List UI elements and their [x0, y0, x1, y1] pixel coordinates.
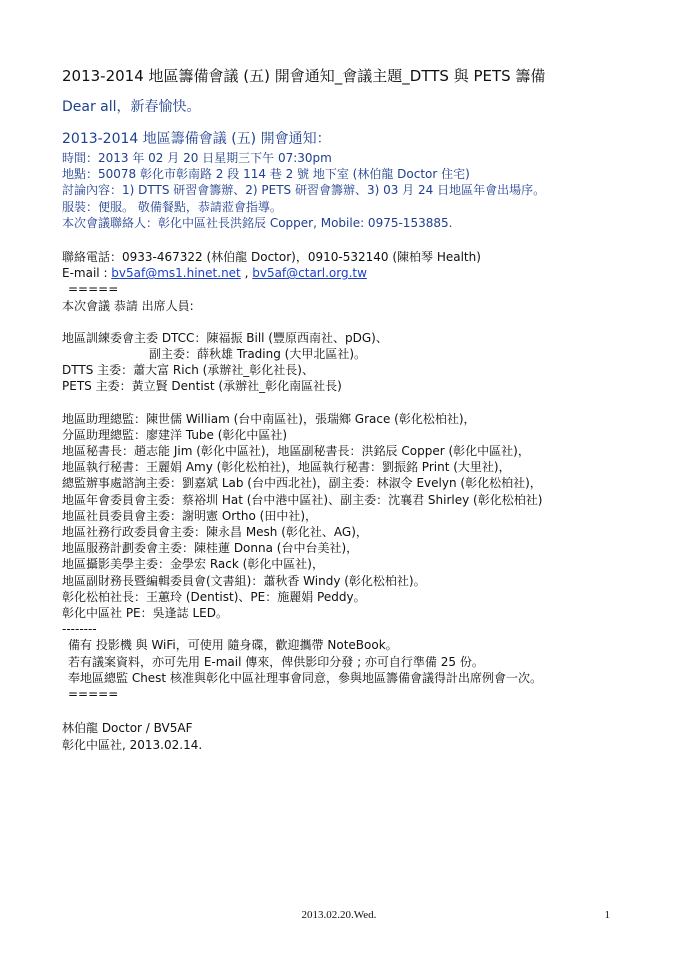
email-label: E-mail :	[62, 266, 112, 281]
officer-line: 地區服務計劃委會主委：陳桂蓮 Donna (台中台美社)，	[62, 541, 359, 556]
email-line	[62, 265, 652, 281]
separator-line: =====	[68, 282, 119, 297]
notice-heading: 2013-2014 地區籌備會議 (五) 開會通知：	[62, 131, 331, 147]
notice-agenda: 討論內容：1) DTTS 研習會籌辦、2) PETS 研習會籌辦、3) 03 月 24 日地區年會出場序。	[62, 183, 546, 198]
dash-separator: --------	[62, 622, 97, 637]
officer-line: 地區社員委員會主委：謝明憲 Ortho (田中社)，	[62, 508, 318, 523]
officer-line: 地區副財務長暨編輯委員會(文書組)：蕭秋香 Windy (彰化松柏社)。	[62, 573, 426, 588]
officer-line: 地區攝影美學主委：金學宏 Rack (彰化中區社)，	[62, 557, 324, 572]
committee-line: 副主委：薛秋雄 Trading (大甲北區社)。	[149, 347, 367, 362]
separator-line: =====	[68, 687, 119, 702]
email-link-ctarl[interactable]: bv5af@ctarl.org.tw	[252, 266, 367, 281]
note-line: 若有議案資料，亦可先用 E-mail 傳來，俾供影印分發 ; 亦可自行準備 25 份。	[68, 654, 484, 669]
page-number: 1	[604, 909, 610, 921]
signature-name: 林伯龍 Doctor / BV5AF	[62, 721, 193, 736]
notice-contact: 本次會議聯絡人：彰化中區社長洪銘辰 Copper, Mobile: 0975-153885.	[62, 215, 453, 230]
document-title: 2013-2014 地區籌備會議 (五) 開會通知_會議主題_DTTS 與 PETS 籌備	[62, 67, 546, 85]
committee-line: DTTS 主委：蕭大富 Rich (承辦社_彰化社長)、	[62, 363, 314, 378]
committee-line: 地區訓練委會主委 DTCC：陳福振 Bill (豐原西南社、pDG)、	[62, 330, 388, 345]
officer-line: 總監辦事處諮詢主委：劉嘉斌 Lab (台中西北社)，副主委：林淑令 Evelyn (彰化松柏社)，	[62, 476, 542, 491]
notice-dress: 服裝：便服。 敬備餐點，恭請蒞會指導。	[62, 199, 282, 214]
officer-line: 彰化松柏社長：王蕙玲 (Dentist)、PE：施麗娟 Peddy。	[62, 589, 366, 604]
document-body	[62, 66, 652, 753]
note-line: 奉地區總監 Chest 核准與彰化中區社理事會同意，參與地區籌備會議得計出席例會一次。	[68, 670, 542, 685]
email-separator: ,	[240, 266, 253, 281]
note-line: 備有 投影機 與 WiFi，可使用 隨身碟，歡迎攜帶 NoteBook。	[68, 638, 398, 653]
invite-line: 本次會議 恭請 出席人員:	[62, 298, 194, 313]
signature-place: 彰化中區社, 2013.02.14.	[62, 737, 203, 752]
officer-line: 地區社務行政委員會主委：陳永昌 Mesh (彰化社、AG)，	[62, 525, 368, 540]
officer-line: 分區助理總監：廖建洋 Tube (彰化中區社)	[62, 427, 288, 442]
officer-line: 地區執行秘書：王麗娟 Amy (彰化松柏社)，地區執行秘書：劉振銘 Print (大里社)，	[62, 460, 511, 475]
officer-line: 地區年會委員會主委：蔡裕圳 Hat (台中港中區社)、副主委：沈襄君 Shirley (彰化松柏社)	[62, 492, 543, 507]
officer-line: 地區助理總監：陳世儒 William (台中南區社)，張瑞鄉 Grace (彰化松柏社)，	[62, 411, 476, 426]
committee-line: PETS 主委：黃立賢 Dentist (承辦社_彰化南區社長)	[62, 379, 342, 394]
notice-time: 時間：2013 年 02 月 20 日星期三下午 07:30pm	[62, 151, 332, 165]
footer-date: 2013.02.20.Wed.	[301, 909, 377, 921]
greeting: Dear all，新春愉快。	[62, 99, 201, 115]
contact-phone: 聯絡電話：0933-467322 (林伯龍 Doctor)，0910-532140 (陳柏琴 Health)	[62, 250, 481, 265]
officer-line: 彰化中區社 PE：吳逢誌 LED。	[62, 606, 228, 621]
officer-line: 地區秘書長：趙志能 Jim (彰化中區社)，地區副秘書長：洪銘辰 Copper (彰化中區社)，	[62, 444, 530, 459]
notice-location: 地點：50078 彰化市彰南路 2 段 114 巷 2 號 地下室 (林伯龍 Doctor 住宅)	[62, 167, 470, 182]
email-link-hinet[interactable]: bv5af@ms1.hinet.net	[111, 266, 241, 281]
